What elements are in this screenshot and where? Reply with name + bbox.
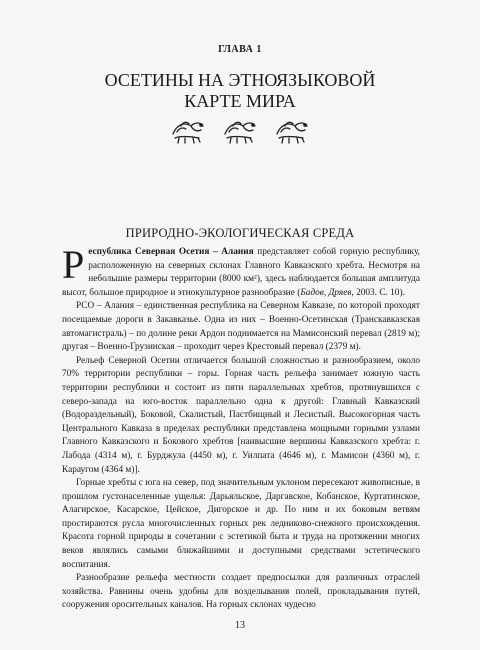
chapter-title [0, 70, 480, 112]
paragraph-4: Горные хребты с юга на север, под значительным уклоном пересекают живописные, в прошлом густонаселенные ущелья: Дарьяльское, Даргавское, Кобанское, Куртатинское, Алагирское, Касарское, Цейское, Дигорское и др. По ним и их боковым ветвям простираются русла многочисленных горных рек ледниково-снежного происхождения. Красота горной природы в сочетании с эстетикой быта и труда на протяжении многих веков являлись самыми ближайшими и доступными средствами эстетического воспитания. [62, 478, 420, 570]
section-heading: ПРИРОДНО-ЭКОЛОГИЧЕСКАЯ СРЕДА [125, 226, 355, 240]
paragraph-1-text: представляет собой горную республику, расположенную на северных склонах Главного Кавказского хребта. Несмотря на небольшие размеры территории (8000 км²), здесь наблюдается большая амплитуда высот, большое природное и этнокультурное разнообразие ( [62, 247, 420, 298]
drop-cap: Р [62, 242, 85, 287]
paragraph-5: Разнообразие рельефа местности создает предпосылки для различных отраслей хозяйства. Равнины очень удобны для возделывания полей, прокладывания путей, сооружения оросительных каналов. На горных склонах чудесно [62, 573, 420, 611]
chapter-title-line-2: КАРТЕ МИРА [184, 91, 296, 111]
paragraph-1-bold-lead: еспублика Северная Осетия – Алания [88, 247, 254, 257]
paragraph-1 [62, 242, 420, 300]
chapter-label: ГЛАВА 1 [218, 44, 262, 55]
paragraph-1-citation: Бадов, Дряев [300, 287, 352, 298]
ornament-row [0, 116, 480, 146]
page-number: 13 [235, 620, 245, 631]
griffin-ornament-icon [273, 116, 311, 146]
griffin-ornament-icon [221, 116, 259, 146]
paragraph-1-end: , 2003. С. 10). [351, 287, 405, 298]
paragraph-2: РСО – Алания – единственная республика на Северном Кавказе, по которой проходят посещаемые дороги в Закавказье. Одна из них – Военно-Осетинская (Транскавказская автомагистраль) – по долине реки Ардон поднимается на Мамисонский перевал (2819 м); другая – Военно-Грузинская – проходит через Крестовый перевал (2379 м). [62, 301, 420, 353]
body-text [62, 242, 420, 613]
chapter-title-line-1: ОСЕТИНЫ НА ЭТНОЯЗЫКОВОЙ [104, 70, 376, 90]
griffin-ornament-icon [169, 116, 207, 146]
paragraph-3: Рельеф Северной Осетии отличается большой сложностью и разнообразием, около 70% территории республики – горы. Горная часть рельефа занимает южную часть территории республики и состоит из пяти параллельных хребтов, протянувшихся с северо-запада на юго-восток параллельно одна к другой: Главный Кавказский (Водораздельный), Боковой, Скалистый, Пастбищный и Лесистый. Высокогорная часть Центрального Кавказа в пределах республики представлена мощными горными узлами Главного Кавказского и Бокового хребтов [наивысшие вершины Кавказского хребта: г. Лабода (4314 м), г. Бурджула (4450 м), г. Уилпата (4646 м), г. Мамисон (4360 м), г. Караугом (4364 м)]. [62, 355, 420, 475]
